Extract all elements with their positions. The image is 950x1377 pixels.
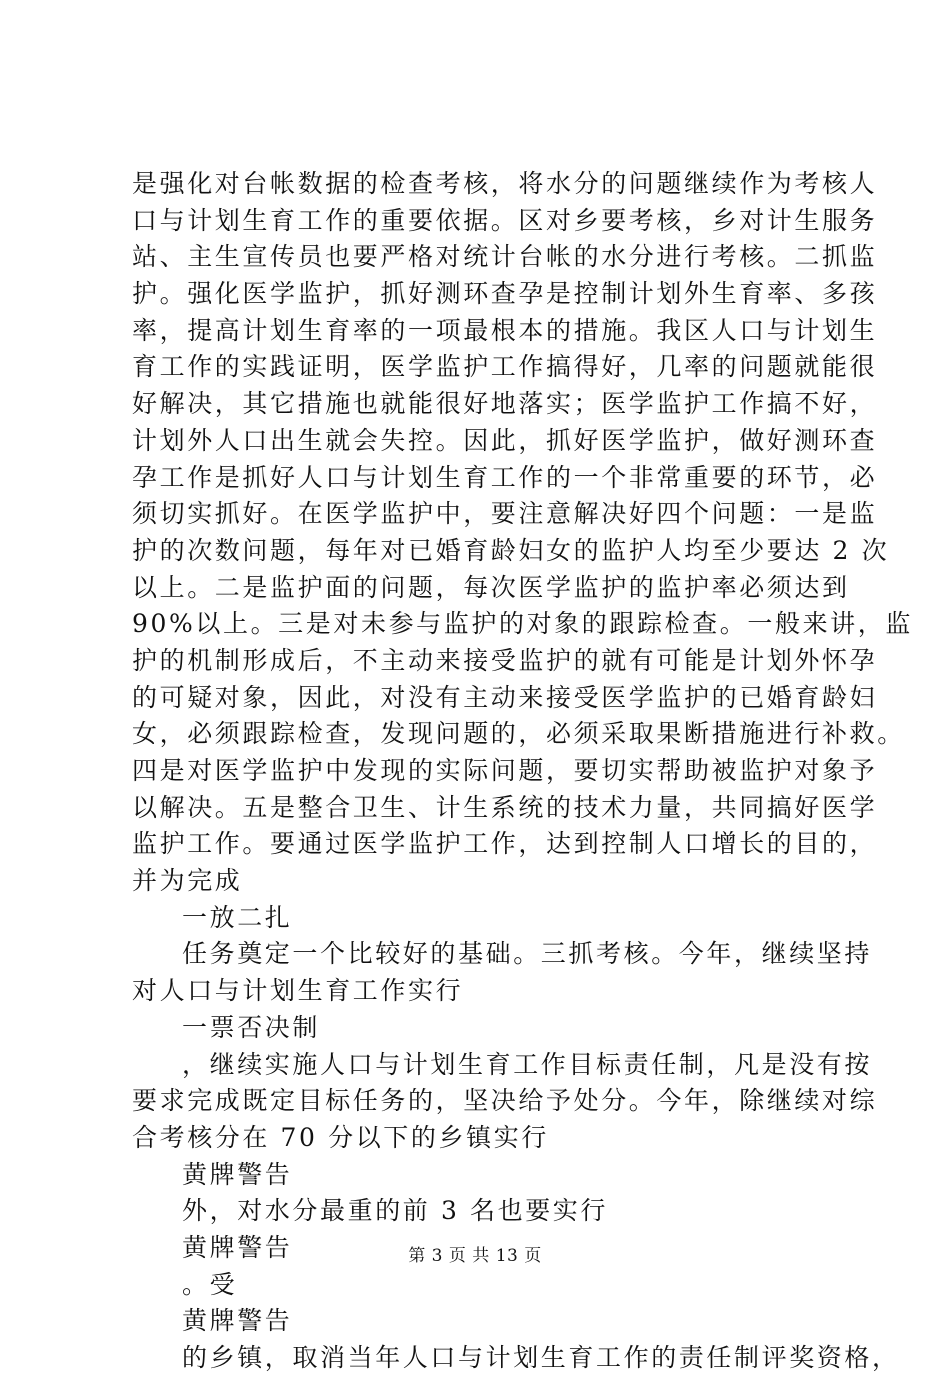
body-text (132, 166, 913, 1377)
text-line: 率，提高计划生育率的一项最根本的措施。我区人口与计划生 (132, 315, 878, 345)
text-line: 90%以上。三是对未参与监护的对象的跟踪检查。一般来讲，监 (132, 609, 913, 639)
text-line: 四是对医学监护中发现的实际问题，要切实帮助被监护对象予 (132, 756, 878, 785)
text-line: 并为完成 (132, 866, 243, 896)
text-line: 要求完成既定目标任务的，坚决给予处分。今年，除继续对综 (132, 1086, 878, 1116)
text-line: 计划外人口出生就会失控。因此，抓好医学监护，做好测环查 (132, 425, 878, 455)
text-line: 黄牌警告 (182, 1232, 293, 1262)
text-line: 外，对水分最重的前 3 名也要实行 (182, 1196, 609, 1226)
text-line: 口与计划生育工作的重要依据。区对乡要考核，乡对计生服务 (132, 205, 878, 235)
text-line: 好解决，其它措施也就能很好地落实；医学监护工作搞不好， (132, 389, 878, 419)
text-line: 的可疑对象，因此，对没有主动来接受医学监护的已婚育龄妇 (132, 682, 878, 712)
page-footer: 第 3 页 共 13 页 (408, 1246, 542, 1266)
text-line: 合考核分在 70 分以下的乡镇实行 (132, 1122, 549, 1152)
text-line: 站、主生宣传员也要严格对统计台帐的水分进行考核。二抓监 (132, 242, 878, 272)
text-line: 女，必须跟踪检查，发现问题的，必须采取果断措施进行补救。 (132, 719, 905, 749)
text-line: 育工作的实践证明，医学监护工作搞得好，几率的问题就能很 (132, 352, 878, 382)
text-line: 一放二扎 (182, 902, 293, 932)
text-line: 黄牌警告 (182, 1159, 293, 1189)
text-line: 护。强化医学监护，抓好测环查孕是控制计划外生育率、多孩 (132, 279, 878, 309)
text-line: 任务奠定一个比较好的基础。三抓考核。今年，继续坚持 (182, 939, 873, 969)
text-line: 是强化对台帐数据的检查考核，将水分的问题继续作为考核人 (132, 169, 878, 198)
text-line: 监护工作。要通过医学监护工作，达到控制人口增长的目的， (132, 829, 878, 859)
text-line: 护的次数问题，每年对已婚育龄妇女的监护人均至少要达 2 次 (132, 535, 890, 565)
text-line: 。受 (182, 1269, 238, 1299)
text-line: 一票否决制 (182, 1012, 321, 1042)
text-line: 须切实抓好。在医学监护中，要注意解决好四个问题：一是监 (132, 499, 878, 529)
text-line: 以解决。五是整合卫生、计生系统的技术力量，共同搞好医学 (132, 792, 878, 822)
text-line: 黄牌警告 (182, 1306, 293, 1336)
text-line: 孕工作是抓好人口与计划生育工作的一个非常重要的环节，必 (132, 462, 878, 492)
text-line: 的乡镇，取消当年人口与计划生育工作的责任制评奖资格， (182, 1343, 900, 1372)
text-line: 对人口与计划生育工作实行 (132, 976, 464, 1006)
text-line: 护的机制形成后，不主动来接受监护的就有可能是计划外怀孕 (132, 645, 878, 675)
text-line: 以上。二是监护面的问题，每次医学监护的监护率必须达到 (132, 572, 850, 602)
text-line: ，继续实施人口与计划生育工作目标责任制，凡是没有按 (182, 1049, 873, 1079)
